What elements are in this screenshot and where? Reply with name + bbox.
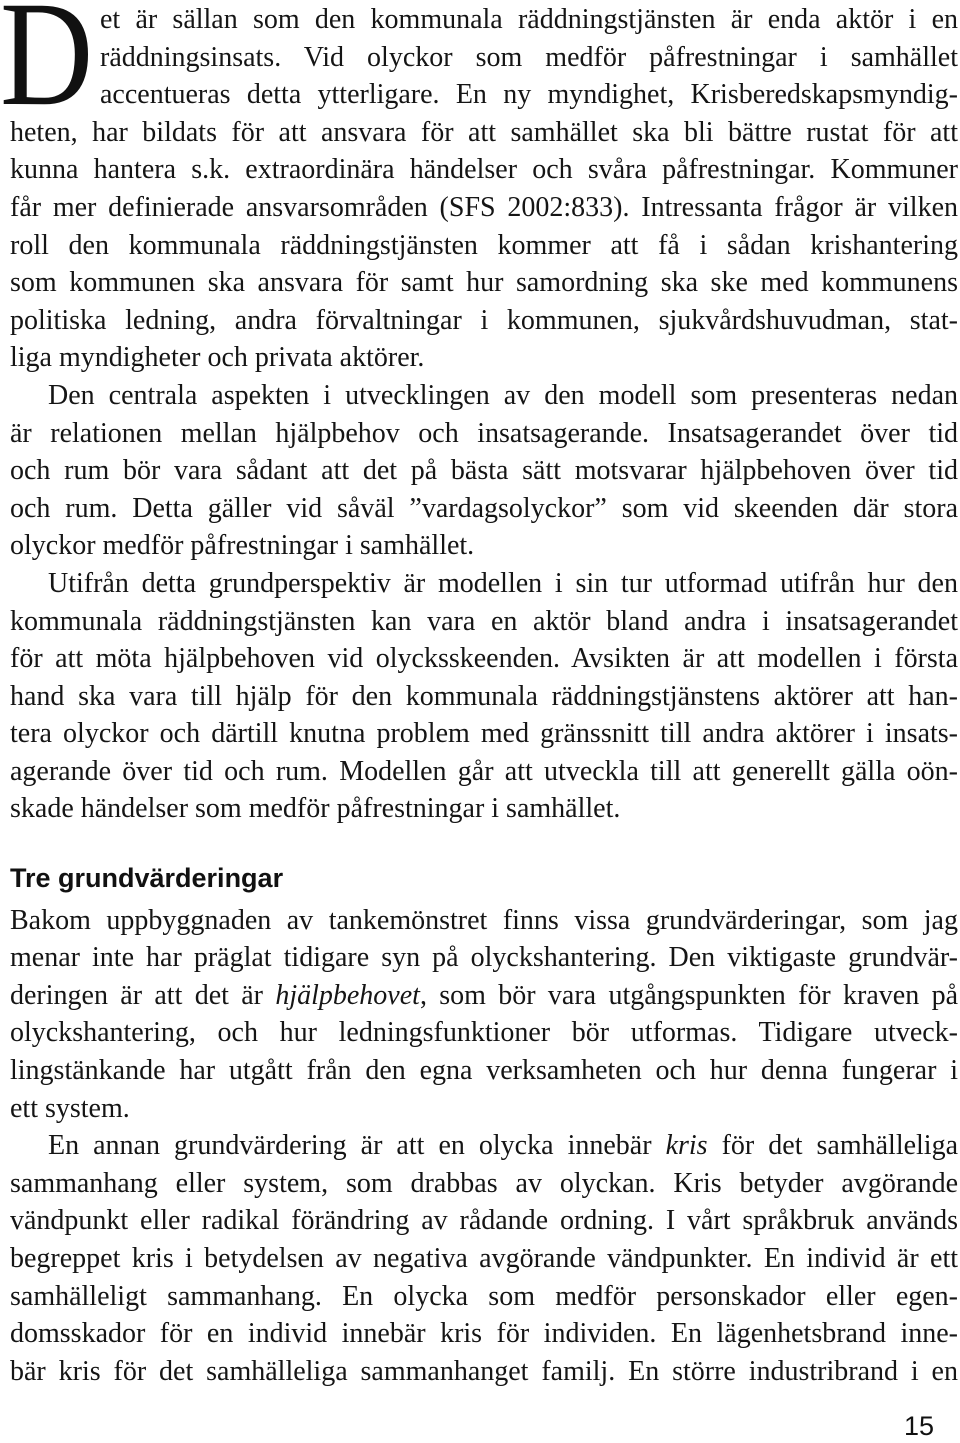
text-line: domsskador för en individ innebär kris för individen. En lägenhetsbrand inne- [10,1318,958,1350]
text-line: som kommunen ska ansvara för samt hur samordning ska ske med kommunens [10,267,958,299]
text-line: et är sällan som den kommunala räddningstjänsten är enda aktör i en [100,4,958,35]
drop-cap: D [0,0,94,137]
text-line: bär kris för det samhälleliga sammanhanget familj. En större industribrand i en [10,1355,958,1387]
text-line: liga myndigheter och privata aktörer. [10,342,425,374]
text-line: ett system. [10,1092,130,1124]
text-line: olyckshantering, och hur ledningsfunktioner bör utformas. Tidigare utveck- [10,1017,958,1049]
text-segment: , som bör vara utgångspunkten för kraven på [419,979,958,1011]
text-line: agerande över tid och rum. Modellen går att utveckla till att generellt gälla oön- [10,755,958,787]
page-body [10,1,958,1390]
paragraph [10,1,958,377]
text-line: för att möta hjälpbehoven vid olycksskeenden. Avsikten är att modellen i första [10,643,958,675]
section-heading: Tre grundvärderingar [10,863,284,894]
text-segment: för det samhälleliga [707,1130,958,1162]
text-line: begreppet kris i betydelsen av negativa avgörande vändpunkter. En individ är ett [10,1243,958,1274]
text-line: menar inte har präglat tidigare syn på olyckshantering. Den viktigaste grundvär- [10,942,958,974]
text-line: hand ska vara till hjälp för den kommunala räddningstjänstens aktörer att han- [10,680,958,712]
paragraph [10,902,958,1128]
text-line: skade händelser som medför påfrestningar i samhället. [10,793,621,825]
text-line: lingstänkande har utgått från den egna verksamheten och hur denna fungerar i [10,1055,958,1087]
text-line: kunna hantera s.k. extraordinära händelser och svåra påfrestningar. Kommuner [10,154,958,186]
text-line: Den centrala aspekten i utvecklingen av den modell som presenteras nedan [48,379,958,411]
text-line: räddningsinsats. Vid olyckor som medför påfrestningar i samhället [100,41,958,73]
paragraph [10,565,958,828]
italic-term: kris [665,1130,708,1162]
paragraph [10,377,958,565]
text-line [10,977,958,1015]
text-line: olyckor medför påfrestningar i samhället. [10,530,475,562]
text-line: Bakom uppbyggnaden av tankemönstret finns vissa grundvärderingar, som jag [10,904,958,936]
text-line: tera olyckor och därtill knutna problem med gränssnitt till andra aktörer i insats- [10,718,958,750]
page-number: 15 [904,1411,935,1441]
text-line: får mer definierade ansvarsområden (SFS 2002:833). Intressanta frågor är vilken [10,191,958,223]
text-line: är relationen mellan hjälpbehov och insatsagerande. Insatsagerandet över tid [10,417,958,449]
text-line: och rum bör vara sådant att det på bästa sätt motsvarar hjälpbehoven över tid [10,455,958,487]
text-line: heten, har bildats för att ansvara för att samhället ska bli bättre rustat för att [10,116,958,148]
text-line: sammanhang eller system, som drabbas av olyckan. Kris betyder avgörande [10,1167,958,1199]
text-line: vändpunkt eller radikal förändring av rådande ordning. I vårt språkbruk används [10,1205,958,1237]
text-line: politiska ledning, andra förvaltningar i kommunen, sjukvårdshuvudman, stat- [10,304,958,336]
italic-term: hjälpbehovet [275,979,420,1011]
paragraph [10,1127,958,1390]
text-line: Utifrån detta grundperspektiv är modellen i sin tur utformad utifrån hur den [48,567,958,599]
text-line: accentueras detta ytterligare. En ny myndighet, Krisberedskapsmyndig- [100,79,958,111]
text-line: roll den kommunala räddningstjänsten kommer att få i sådan krishantering [10,229,958,261]
text-line: och rum. Detta gäller vid såväl ”vardagsolyckor” som vid skeenden där stora [10,492,958,524]
text-line [10,1127,958,1165]
text-segment: deringen är att det är [10,979,276,1011]
text-line: samhälleligt sammanhang. En olycka som medför personskador eller egen- [10,1280,958,1312]
text-line: kommunala räddningstjänsten kan vara en aktör bland andra i insatsagerandet [10,605,958,637]
text-segment: En annan grundvärdering är att en olycka innebär [48,1130,666,1162]
